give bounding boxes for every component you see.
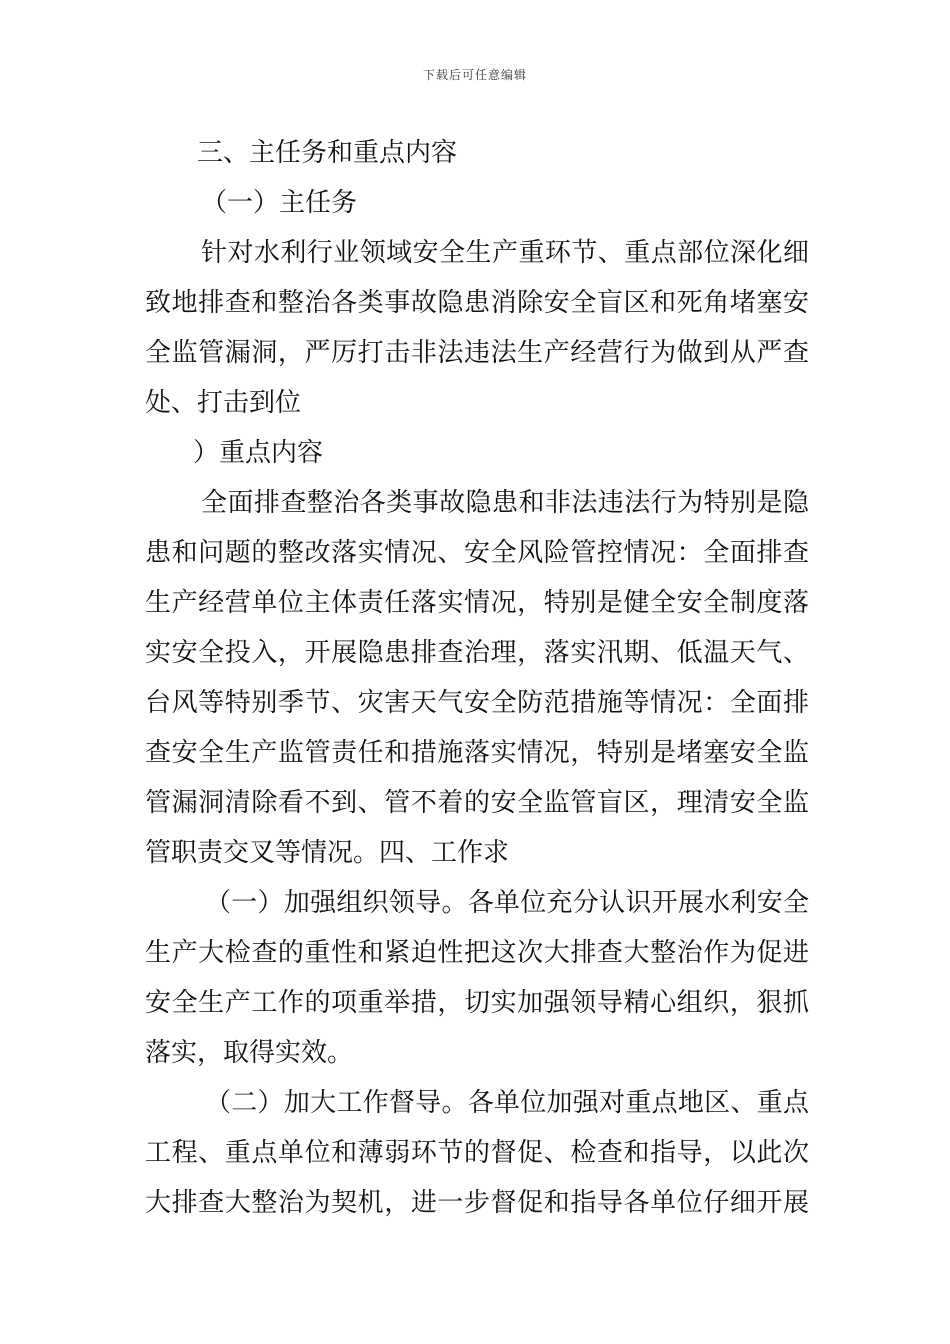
header-note: 下载后可任意编辑 xyxy=(422,68,527,82)
subsection-heading: （一）主任务 xyxy=(201,188,358,218)
paragraph-line: 工程、重点单位和薄弱环节的督促、检查和指导，以此次 xyxy=(145,1138,809,1168)
paragraph-line: 针对水利行业领域安全生产重环节、重点部位深化细 xyxy=(201,238,809,268)
paragraph-line: 安全生产工作的项重举措，切实加强领导精心组织，狠抓 xyxy=(145,988,809,1018)
paragraph-line: 落实，取得实效。 xyxy=(145,1038,354,1068)
subsection-heading: ）重点内容 xyxy=(193,438,324,468)
paragraph-line: 台风等特别季节、灾害天气安全防范措施等情况：全面排 xyxy=(145,688,809,718)
paragraph-line: 致地排查和整治各类事故隐患消除安全盲区和死角堵塞安 xyxy=(145,288,809,318)
paragraph-line: 生产大检查的重性和紧迫性把这次大排查大整治作为促进 xyxy=(145,938,809,968)
paragraph-line: 实安全投入，开展隐患排查治理，落实汛期、低温天气、 xyxy=(145,638,809,668)
paragraph-line: 处、打击到位 xyxy=(145,388,302,418)
paragraph-line: （一）加强组织领导。各单位充分认识开展水利安全 xyxy=(205,888,809,918)
document-body xyxy=(145,128,809,1228)
paragraph-line: 查安全生产监管责任和措施落实情况，特别是堵塞安全监 xyxy=(145,738,809,768)
paragraph-line: 管漏洞清除看不到、管不着的安全监管盲区，理清安全监 xyxy=(145,788,809,818)
paragraph-line: （二）加大工作督导。各单位加强对重点地区、重点 xyxy=(205,1088,809,1118)
paragraph-line: 大排查大整治为契机，进一步督促和指导各单位仔细开展 xyxy=(145,1188,809,1218)
paragraph-line: 生产经营单位主体责任落实情况，特别是健全安全制度落 xyxy=(145,588,809,618)
paragraph-line: 全面排查整治各类事故隐患和非法违法行为特别是隐 xyxy=(201,488,809,518)
paragraph-line: 患和问题的整改落实情况、安全风险管控情况：全面排查 xyxy=(145,538,809,568)
paragraph-line: 管职责交叉等情况。四、工作求 xyxy=(145,838,510,868)
paragraph-line: 全监管漏洞，严厉打击非法违法生产经营行为做到从严查 xyxy=(145,338,809,368)
section-heading: 三、主任务和重点内容 xyxy=(197,138,458,168)
